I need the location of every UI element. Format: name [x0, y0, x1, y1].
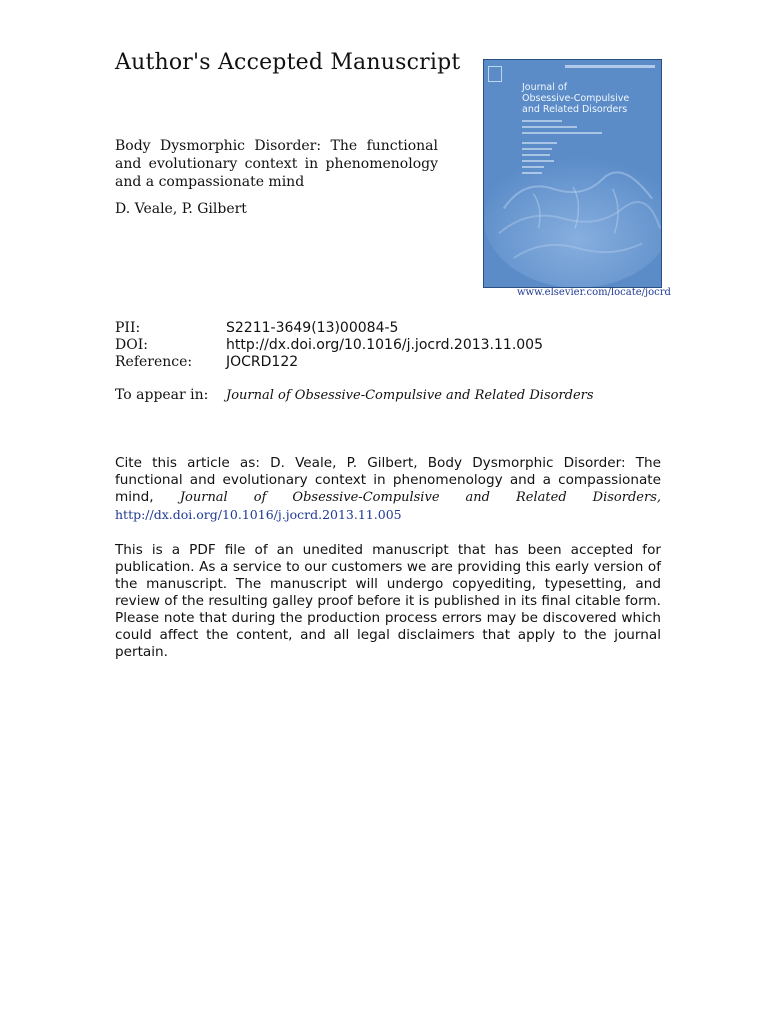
cover-journal-title — [522, 82, 629, 115]
manuscript-notice: This is a PDF file of an unedited manuscript that has been accepted for publication. As a service to our customers we are providing this early version of the manuscript. The manuscript will undergo copyediting, typesetting, and review of the resulting galley proof before it is published in its final citable form. Please note that during the production process errors may be discovered which could affect the content, and all legal disclaimers that apply to the journal pertain. — [115, 542, 661, 660]
reference-value: JOCRD122 — [226, 354, 299, 370]
cover-text-line — [522, 148, 552, 150]
doi-value[interactable]: http://dx.doi.org/10.1016/j.jocrd.2013.11.005 — [226, 337, 543, 353]
citation-journal: Journal of Obsessive-Compulsive and Related Disorders, — [179, 490, 661, 505]
article-authors: D. Veale, P. Gilbert — [115, 201, 247, 217]
cover-text-line — [522, 142, 557, 144]
cover-text-line — [522, 172, 542, 174]
cover-title-line: Journal of — [522, 82, 568, 93]
pii-label: PII: — [115, 320, 141, 336]
to-appear-journal: Journal of Obsessive-Compulsive and Related Disorders — [226, 388, 594, 403]
publisher-logo-icon — [488, 66, 502, 82]
pii-value: S2211-3649(13)00084-5 — [226, 320, 399, 336]
manuscript-heading: Author's Accepted Manuscript — [115, 50, 461, 75]
citation-paragraph — [115, 455, 661, 524]
to-appear-label: To appear in: — [115, 387, 209, 403]
cover-text-line — [522, 132, 602, 134]
cover-title-line: and Related Disorders — [522, 104, 628, 115]
cover-text-line — [522, 160, 554, 162]
citation-text: Cite this article as: D. Veale, P. Gilbert, Body Dysmorphic Disorder: The functional and evolutionary context in phenomenology and a compassionate mind, — [115, 455, 661, 505]
doi-label: DOI: — [115, 337, 148, 353]
cover-title-line: Obsessive-Compulsive — [522, 93, 630, 104]
article-title: Body Dysmorphic Disorder: The functional and evolutionary context in phenomenology and a compassionate mind — [115, 138, 438, 190]
cover-text-line — [522, 126, 577, 128]
citation-doi-link[interactable]: http://dx.doi.org/10.1016/j.jocrd.2013.11.005 — [115, 507, 402, 522]
cover-text-line — [522, 154, 550, 156]
cover-text-line — [522, 166, 544, 168]
journal-cover-image — [483, 59, 662, 288]
elsevier-journal-link[interactable]: www.elsevier.com/locate/jocrd — [517, 287, 671, 298]
reference-label: Reference: — [115, 354, 193, 370]
cover-text-line — [522, 120, 562, 122]
cover-header-bar — [565, 65, 655, 68]
